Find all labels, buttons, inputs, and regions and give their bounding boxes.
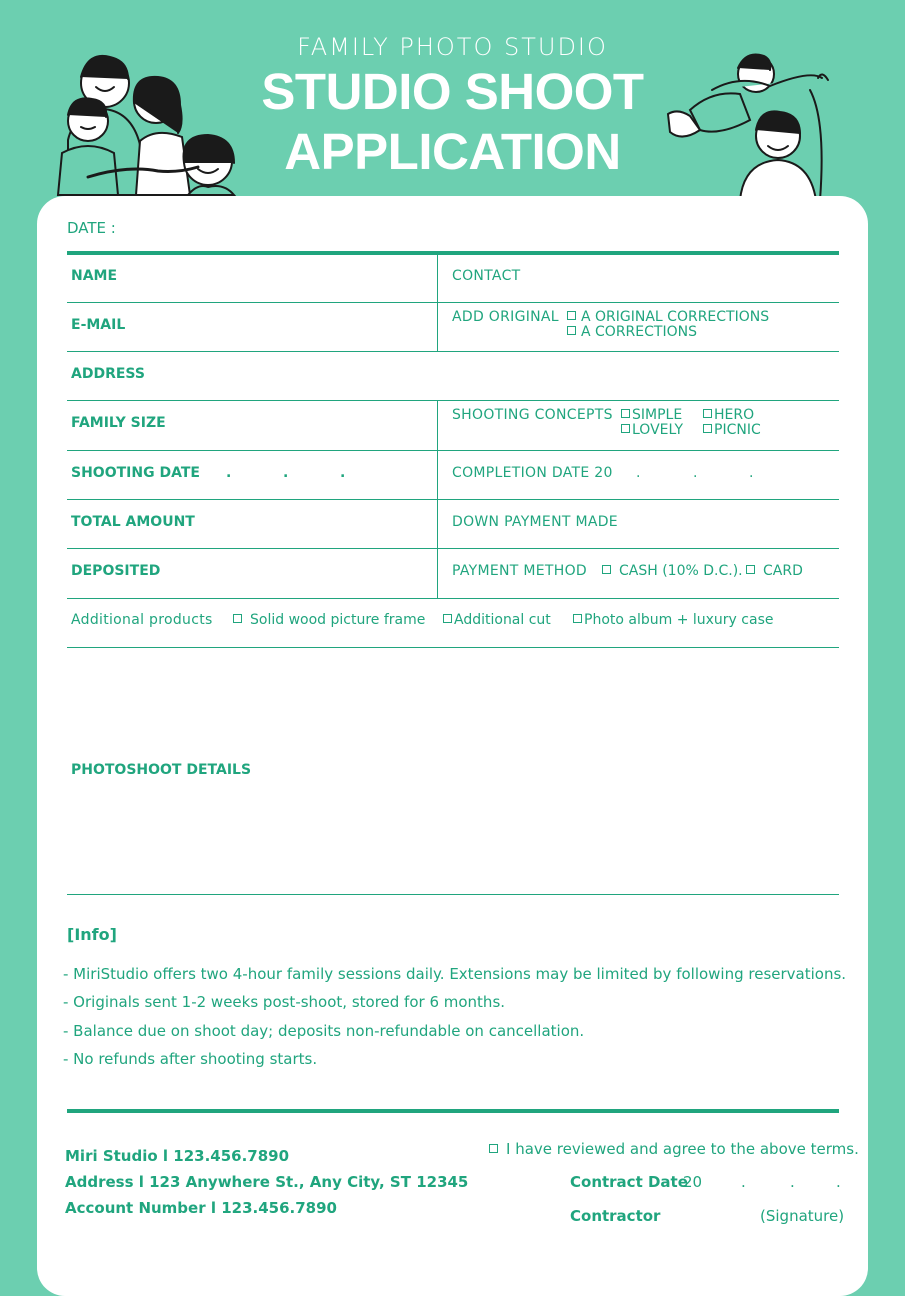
- title-line-2: APPLICATION: [284, 123, 621, 180]
- option-text: PICNIC: [714, 422, 761, 438]
- checkbox-icon[interactable]: [233, 614, 242, 623]
- option-text: Additional cut: [454, 612, 551, 628]
- row-divider: [67, 647, 839, 648]
- option-text: LOVELY: [632, 422, 683, 438]
- additional-products-label: Additional products: [71, 612, 213, 628]
- checkbox-icon[interactable]: [443, 614, 452, 623]
- add-original-label: ADD ORIGINAL: [452, 309, 559, 325]
- photoshoot-details-area[interactable]: [67, 660, 839, 885]
- add-original-option-2[interactable]: [567, 324, 697, 340]
- signature-label[interactable]: (Signature): [760, 1207, 845, 1225]
- header: [0, 0, 905, 200]
- checkbox-icon[interactable]: [621, 409, 630, 418]
- email-label: E-MAIL: [71, 317, 126, 333]
- contract-date-label: Contract Date: [570, 1173, 688, 1191]
- option-text: SIMPLE: [632, 407, 683, 423]
- product-cut-option[interactable]: [443, 612, 551, 628]
- checkbox-icon[interactable]: [621, 424, 630, 433]
- checkbox-icon[interactable]: [602, 565, 611, 574]
- option-text: Photo album + luxury case: [584, 612, 774, 628]
- concept-lovely-option[interactable]: [621, 422, 683, 438]
- studio-contact: Miri Studio l 123.456.7890: [65, 1147, 290, 1165]
- contractor-label: Contractor: [570, 1207, 661, 1225]
- completion-date-label: COMPLETION DATE 20: [452, 465, 613, 481]
- contact-label: CONTACT: [452, 268, 521, 284]
- row-divider: [67, 400, 839, 401]
- option-text: CARD: [763, 563, 803, 579]
- studio-subtitle: FAMILY PHOTO STUDIO: [297, 33, 608, 61]
- date-separator: .: [226, 465, 232, 481]
- photoshoot-details-label: PHOTOSHOOT DETAILS: [71, 762, 252, 778]
- concept-hero-option[interactable]: [703, 407, 754, 423]
- info-title: [Info]: [67, 925, 117, 944]
- product-album-option[interactable]: [573, 612, 773, 628]
- payment-cash-option[interactable]: [602, 563, 743, 579]
- product-frame-option[interactable]: [233, 612, 425, 628]
- option-text: Solid wood picture frame: [250, 612, 426, 628]
- date-separator: .: [283, 465, 289, 481]
- name-label: NAME: [71, 268, 118, 284]
- checkbox-icon[interactable]: [573, 614, 582, 623]
- checkbox-icon[interactable]: [489, 1144, 498, 1153]
- option-text: HERO: [714, 407, 755, 423]
- date-separator: .: [836, 1173, 841, 1191]
- concept-picnic-option[interactable]: [703, 422, 761, 438]
- column-divider: [437, 255, 438, 352]
- date-separator: .: [741, 1173, 746, 1191]
- row-divider: [67, 499, 839, 500]
- option-text: A CORRECTIONS: [581, 324, 697, 340]
- checkbox-icon[interactable]: [746, 565, 755, 574]
- row-divider: [67, 598, 839, 599]
- option-text: A ORIGINAL CORRECTIONS: [581, 309, 770, 325]
- column-divider: [437, 400, 438, 598]
- info-line: - Originals sent 1-2 weeks post-shoot, stored for 6 months.: [63, 993, 506, 1011]
- payment-method-label: PAYMENT METHOD: [452, 563, 587, 579]
- info-line: - MiriStudio offers two 4-hour family sessions daily. Extensions may be limited by following reservations.: [63, 965, 847, 983]
- option-text: CASH (10% D.C.).: [619, 563, 743, 579]
- info-line: - Balance due on shoot day; deposits non-refundable on cancellation.: [63, 1022, 585, 1040]
- payment-card-option[interactable]: [746, 563, 803, 579]
- checkbox-icon[interactable]: [703, 424, 712, 433]
- footer-divider: [67, 1109, 839, 1113]
- date-separator: .: [749, 465, 754, 481]
- checkbox-icon[interactable]: [703, 409, 712, 418]
- family-size-label: FAMILY SIZE: [71, 415, 166, 431]
- date-separator: .: [340, 465, 346, 481]
- checkbox-icon[interactable]: [567, 311, 576, 320]
- agree-text: I have reviewed and agree to the above terms.: [506, 1140, 859, 1158]
- row-divider: [67, 302, 839, 303]
- total-amount-label: TOTAL AMOUNT: [71, 514, 195, 530]
- concept-simple-option[interactable]: [621, 407, 682, 423]
- shooting-date-label: SHOOTING DATE: [71, 465, 200, 481]
- account-number: Account Number l 123.456.7890: [65, 1199, 337, 1217]
- studio-address: Address l 123 Anywhere St., Any City, ST 12345: [65, 1173, 469, 1191]
- row-divider: [67, 894, 839, 895]
- parent-lifting-child-illustration: [660, 50, 835, 200]
- add-original-option-1[interactable]: [567, 309, 769, 325]
- row-divider: [67, 351, 839, 352]
- contract-date-year: 20: [683, 1173, 703, 1191]
- info-line: - No refunds after shooting starts.: [63, 1050, 318, 1068]
- shooting-concepts-label: SHOOTING CONCEPTS: [452, 407, 613, 423]
- agree-terms-option[interactable]: [489, 1140, 859, 1158]
- date-label: DATE :: [67, 219, 116, 237]
- row-divider: [67, 450, 839, 451]
- date-separator: .: [693, 465, 698, 481]
- date-separator: .: [636, 465, 641, 481]
- deposited-label: DEPOSITED: [71, 563, 161, 579]
- row-divider: [67, 548, 839, 549]
- family-group-illustration: [48, 45, 243, 197]
- title-line-1: STUDIO SHOOT: [261, 63, 644, 120]
- down-payment-label: DOWN PAYMENT MADE: [452, 514, 618, 530]
- address-label: ADDRESS: [71, 366, 145, 382]
- date-separator: .: [790, 1173, 795, 1191]
- top-divider: [67, 251, 839, 255]
- checkbox-icon[interactable]: [567, 326, 576, 335]
